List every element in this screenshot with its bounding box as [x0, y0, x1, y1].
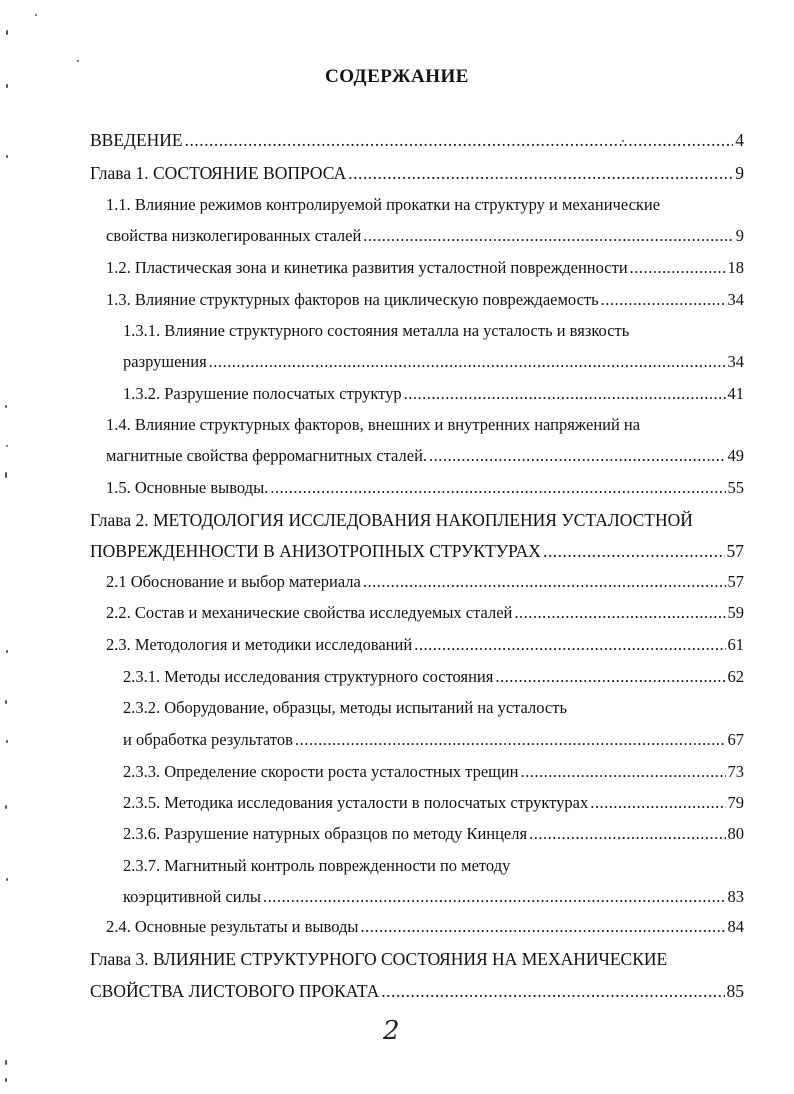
toc-entry-page: 49	[727, 446, 744, 465]
toc-entry-2-3-1[interactable]	[123, 664, 744, 690]
toc-entry-1-3-1[interactable]	[123, 349, 744, 375]
scan-speck	[5, 405, 7, 408]
toc-entry-page: 57	[727, 572, 744, 591]
toc-entry-text: Глава 1. СОСТОЯНИЕ ВОПРОСА	[90, 163, 347, 183]
toc-entry-2-3[interactable]	[106, 632, 744, 658]
leader-dots	[429, 443, 725, 469]
toc-entry-page: 4	[735, 130, 744, 150]
toc-entry-2-1[interactable]	[106, 569, 744, 595]
toc-entry-text: и обработка результатов	[123, 730, 293, 749]
toc-entry-chapter-3-first-line: Глава 3. ВЛИЯНИЕ СТРУКТУРНОГО СОСТОЯНИЯ НА МЕХАНИЧЕСКИЕ	[90, 949, 668, 969]
scan-speck	[6, 84, 8, 88]
toc-entry-text: ВВЕДЕНИЕ	[90, 130, 183, 150]
scan-speck	[6, 650, 8, 653]
toc-entry-page: 59	[727, 603, 744, 622]
leader-dots	[363, 569, 726, 595]
toc-entry-page: 34	[727, 352, 744, 371]
toc-entry-1-5[interactable]	[106, 475, 744, 501]
leader-dots	[381, 978, 724, 1004]
toc-entry-text: 2.4. Основные результаты и выводы	[106, 917, 359, 936]
toc-entry-page: 85	[726, 981, 744, 1001]
scan-speck	[35, 14, 37, 16]
toc-entry-chapter-2[interactable]	[90, 538, 744, 564]
leader-dots	[495, 664, 725, 690]
page-title: СОДЕРЖАНИЕ	[325, 66, 469, 87]
toc-entry-2-4[interactable]	[106, 914, 744, 940]
toc-entry-text: свойства низколегированных сталей	[106, 226, 362, 245]
toc-entry-page: 67	[727, 730, 744, 749]
leader-dots	[543, 538, 725, 564]
scan-speck	[77, 60, 79, 62]
leader-dots	[270, 475, 725, 501]
toc-entry-text: 2.3.5. Методика исследования усталости в полосчатых структурах	[123, 793, 589, 812]
toc-entry-page: 41	[727, 384, 744, 403]
leader-dots	[263, 884, 726, 910]
scan-speck	[6, 740, 8, 743]
toc-entry-text: коэрцитивной силы	[123, 887, 261, 906]
toc-entry-text: 2.1 Обоснование и выбор материала	[106, 572, 361, 591]
toc-entry-text: 1.2. Пластическая зона и кинетика развития усталостной поврежденности	[106, 258, 628, 277]
toc-entry-1-2[interactable]	[106, 255, 744, 281]
scan-speck	[6, 878, 8, 881]
toc-entry-text: ПОВРЕЖДЕННОСТИ В АНИЗОТРОПНЫХ СТРУКТУРАХ	[90, 541, 541, 561]
scan-speck	[6, 155, 8, 158]
leader-dots	[185, 127, 734, 153]
toc-entry-text: 2.2. Состав и механические свойства исследуемых сталей	[106, 603, 513, 622]
toc-entry-text: СВОЙСТВА ЛИСТОВОГО ПРОКАТА	[90, 981, 380, 1001]
leader-dots	[601, 287, 726, 313]
toc-entry-1-3-1-first-line: 1.3.1. Влияние структурного состояния металла на усталость и вязкость	[123, 321, 630, 340]
toc-entry-2-3-7[interactable]	[123, 884, 744, 910]
toc-entry-page: 61	[727, 635, 744, 654]
scan-speck	[6, 445, 8, 447]
toc-entry-text: 1.3. Влияние структурных факторов на циклическую повреждаемость	[106, 290, 599, 309]
toc-entry-text: 2.3. Методология и методики исследований	[106, 635, 413, 654]
toc-entry-page: 9	[735, 226, 744, 245]
toc-entry-page: 80	[727, 824, 744, 843]
leader-dots	[521, 759, 726, 785]
toc-entry-text: 2.3.1. Методы исследования структурного состояния	[123, 667, 494, 686]
toc-entry-page: 62	[727, 667, 744, 686]
scan-speck	[5, 1060, 7, 1065]
toc-entry-page: 79	[727, 793, 744, 812]
page-number: 2	[383, 1016, 400, 1046]
toc-entry-page: 57	[726, 541, 744, 561]
leader-dots	[360, 914, 725, 940]
toc-entry-1-4[interactable]	[106, 443, 744, 469]
toc-entry-2-3-5[interactable]	[123, 790, 744, 816]
leader-dots	[404, 381, 726, 407]
toc-entry-2-3-2[interactable]	[123, 727, 744, 753]
scan-speck	[5, 472, 7, 478]
toc-entry-page: 18	[727, 258, 744, 277]
toc-entry-2-3-6[interactable]	[123, 821, 744, 847]
toc-entry-page: 84	[727, 917, 744, 936]
toc-entry-text: 2.3.6. Разрушение натурных образцов по методу Кинцеля	[123, 824, 528, 843]
toc-entry-page: 83	[727, 887, 744, 906]
toc-entry-page: 73	[727, 762, 744, 781]
leader-dots	[414, 632, 725, 658]
scan-speck	[6, 30, 8, 35]
toc-entry-page: 55	[727, 478, 744, 497]
toc-entry-chapter-3[interactable]	[90, 978, 744, 1004]
toc-entry-text: 1.5. Основные выводы.	[106, 478, 269, 497]
toc-entry-chapter-2-first-line: Глава 2. МЕТОДОЛОГИЯ ИССЛЕДОВАНИЯ НАКОПЛЕНИЯ УСТАЛОСТНОЙ	[90, 510, 693, 530]
leader-dots	[363, 223, 733, 249]
scan-speck	[5, 1078, 7, 1082]
toc-entry-text: 1.3.2. Разрушение полосчатых структур	[123, 384, 402, 403]
toc-entry-page: 9	[735, 163, 744, 183]
toc-entry-introduction[interactable]	[90, 127, 744, 153]
leader-dots	[630, 255, 726, 281]
toc-entry-text: 2.3.3. Определение скорости роста усталостных трещин	[123, 762, 519, 781]
toc-entry-1-3[interactable]	[106, 287, 744, 313]
leader-dots	[348, 160, 733, 186]
toc-entry-2-3-7-first-line: 2.3.7. Магнитный контроль поврежденности по методу	[123, 856, 511, 875]
toc-entry-text: магнитные свойства ферромагнитных сталей.	[106, 446, 428, 465]
toc-entry-chapter-1[interactable]	[90, 160, 744, 186]
toc-entry-2-3-3[interactable]	[123, 759, 744, 785]
scan-speck	[5, 805, 7, 809]
toc-entry-2-2[interactable]	[106, 600, 744, 626]
toc-entry-2-3-2-first-line: 2.3.2. Оборудование, образцы, методы испытаний на усталость	[123, 698, 567, 717]
toc-entry-1-1[interactable]	[106, 223, 744, 249]
toc-entry-1-1-first-line: 1.1. Влияние режимов контролируемой прокатки на структуру и механические	[106, 195, 661, 214]
leader-dots	[295, 727, 726, 753]
leader-dots	[590, 790, 725, 816]
toc-entry-1-3-2[interactable]	[123, 381, 744, 407]
scan-speck	[5, 700, 7, 704]
leader-dots	[514, 600, 725, 626]
scan-speck	[622, 140, 624, 142]
toc-entry-1-4-first-line: 1.4. Влияние структурных факторов, внешних и внутренних напряжений на	[106, 415, 641, 434]
leader-dots	[209, 349, 726, 375]
toc-entry-text: разрушения	[123, 352, 207, 371]
leader-dots	[529, 821, 725, 847]
toc-entry-page: 34	[727, 290, 744, 309]
